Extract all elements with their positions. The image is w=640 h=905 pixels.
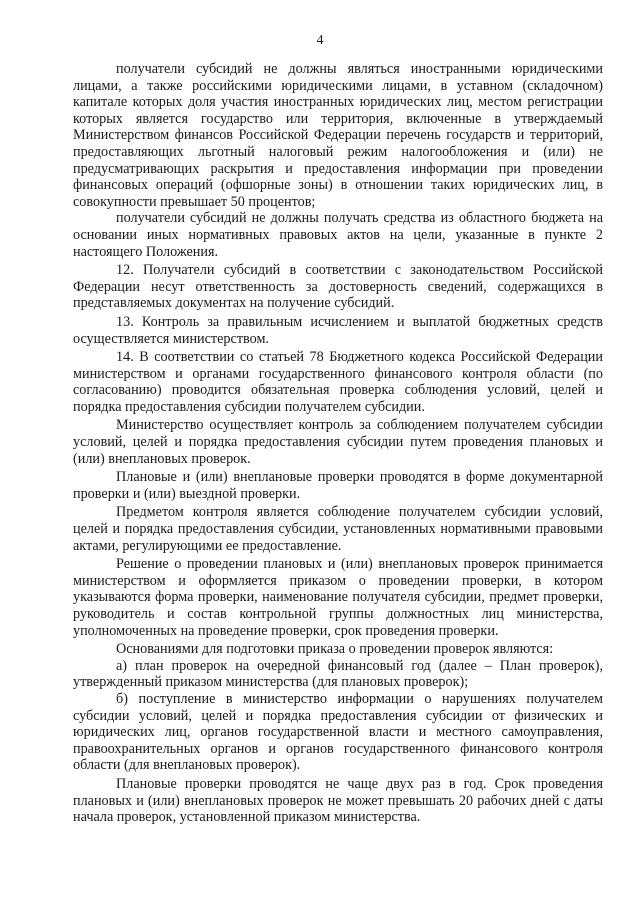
page-number: 4 (316, 33, 324, 48)
paragraph-14: 14. В соответствии со статьей 78 Бюджетного кодекса Российской Федерации министерством и органами государственного финансового контроля области (по согласованию) проводится обязательная проверка соблюдения условий, целей и порядка предоставления субсидии получателем субсидии. (73, 349, 603, 415)
paragraph-planned-inspections-frequency: Плановые проверки проводятся не чаще двух раз в год. Срок проведения плановых и (или) внеплановых проверок не может превышать 20 рабочих дней с даты начала проверок, установленной приказом министерства. (73, 775, 603, 826)
paragraph-ministry-control: Министерство осуществляет контроль за соблюдением получателем субсидии условий, целей и порядка предоставления субсидии путем проведения плановых и (или) внеплановых проверок. (73, 417, 603, 467)
list-item-b: б) поступление в министерство информации о нарушениях получателем субсидии условий, целей и порядка предоставления субсидии от физических и юридических лиц, органов государственной власти и местного самоуправления, правоохранительных органов и органов государственного финансового контроля области (для внеплановых проверок). (73, 690, 603, 774)
paragraph-foreign-entities: получатели субсидий не должны являться иностранными юридическими лицами, а также российскими юридическими лицами, в уставном (складочном) капитале которых доля участия иностранных юридических лиц, местом регистрации которых является государство или территория, включенные в утверждаемый Министерством финансов Российской Федерации перечень государств и территорий, предоставляющих льготный налоговый режим налогообложения и (или) не предусматривающих раскрытия и предоставления информации при проведении финансовых операций (офшорные зоны) в отношении таких юридических лиц, в совокупности превышает 50 процентов; (73, 61, 603, 210)
paragraph-inspection-decision: Решение о проведении плановых и (или) внеплановых проверок принимается министерством и оформляется приказом о проведении проверки, в котором указываются форма проверки, наименование получателя субсидии, предмет проверки, руководитель и состав контрольной группы должностных лиц министерства, уполномоченных на проведение проверки, срок проведения проверки. (73, 556, 603, 639)
paragraph-subject-of-control: Предметом контроля является соблюдение получателем субсидии условий, целей и порядка предоставления субсидии, установленных нормативными правовыми актами, регулирующими ее предоставление. (73, 504, 603, 554)
paragraph-12: 12. Получатели субсидий в соответствии с законодательством Российской Федерации несут ответственность за достоверность сведений, содержащихся в представляемых документах на получение субсидий. (73, 262, 603, 312)
paragraph-inspection-forms: Плановые и (или) внеплановые проверки проводятся в форме документарной проверки и (или) выездной проверки. (73, 469, 603, 502)
paragraph-13: 13. Контроль за правильным исчислением и выплатой бюджетных средств осуществляется министерством. (73, 313, 603, 347)
paragraph-no-other-funds: получатели субсидий не должны получать средства из областного бюджета на основании иных нормативных правовых актов на цели, указанные в пункте 2 настоящего Положения. (73, 210, 603, 260)
document-body (73, 61, 603, 826)
list-item-a: а) план проверок на очередной финансовый год (далее – План проверок), утвержденный приказом министерства (для плановых проверок); (73, 657, 603, 691)
paragraph-grounds-heading: Основаниями для подготовки приказа о проведении проверок являются: (116, 641, 554, 658)
